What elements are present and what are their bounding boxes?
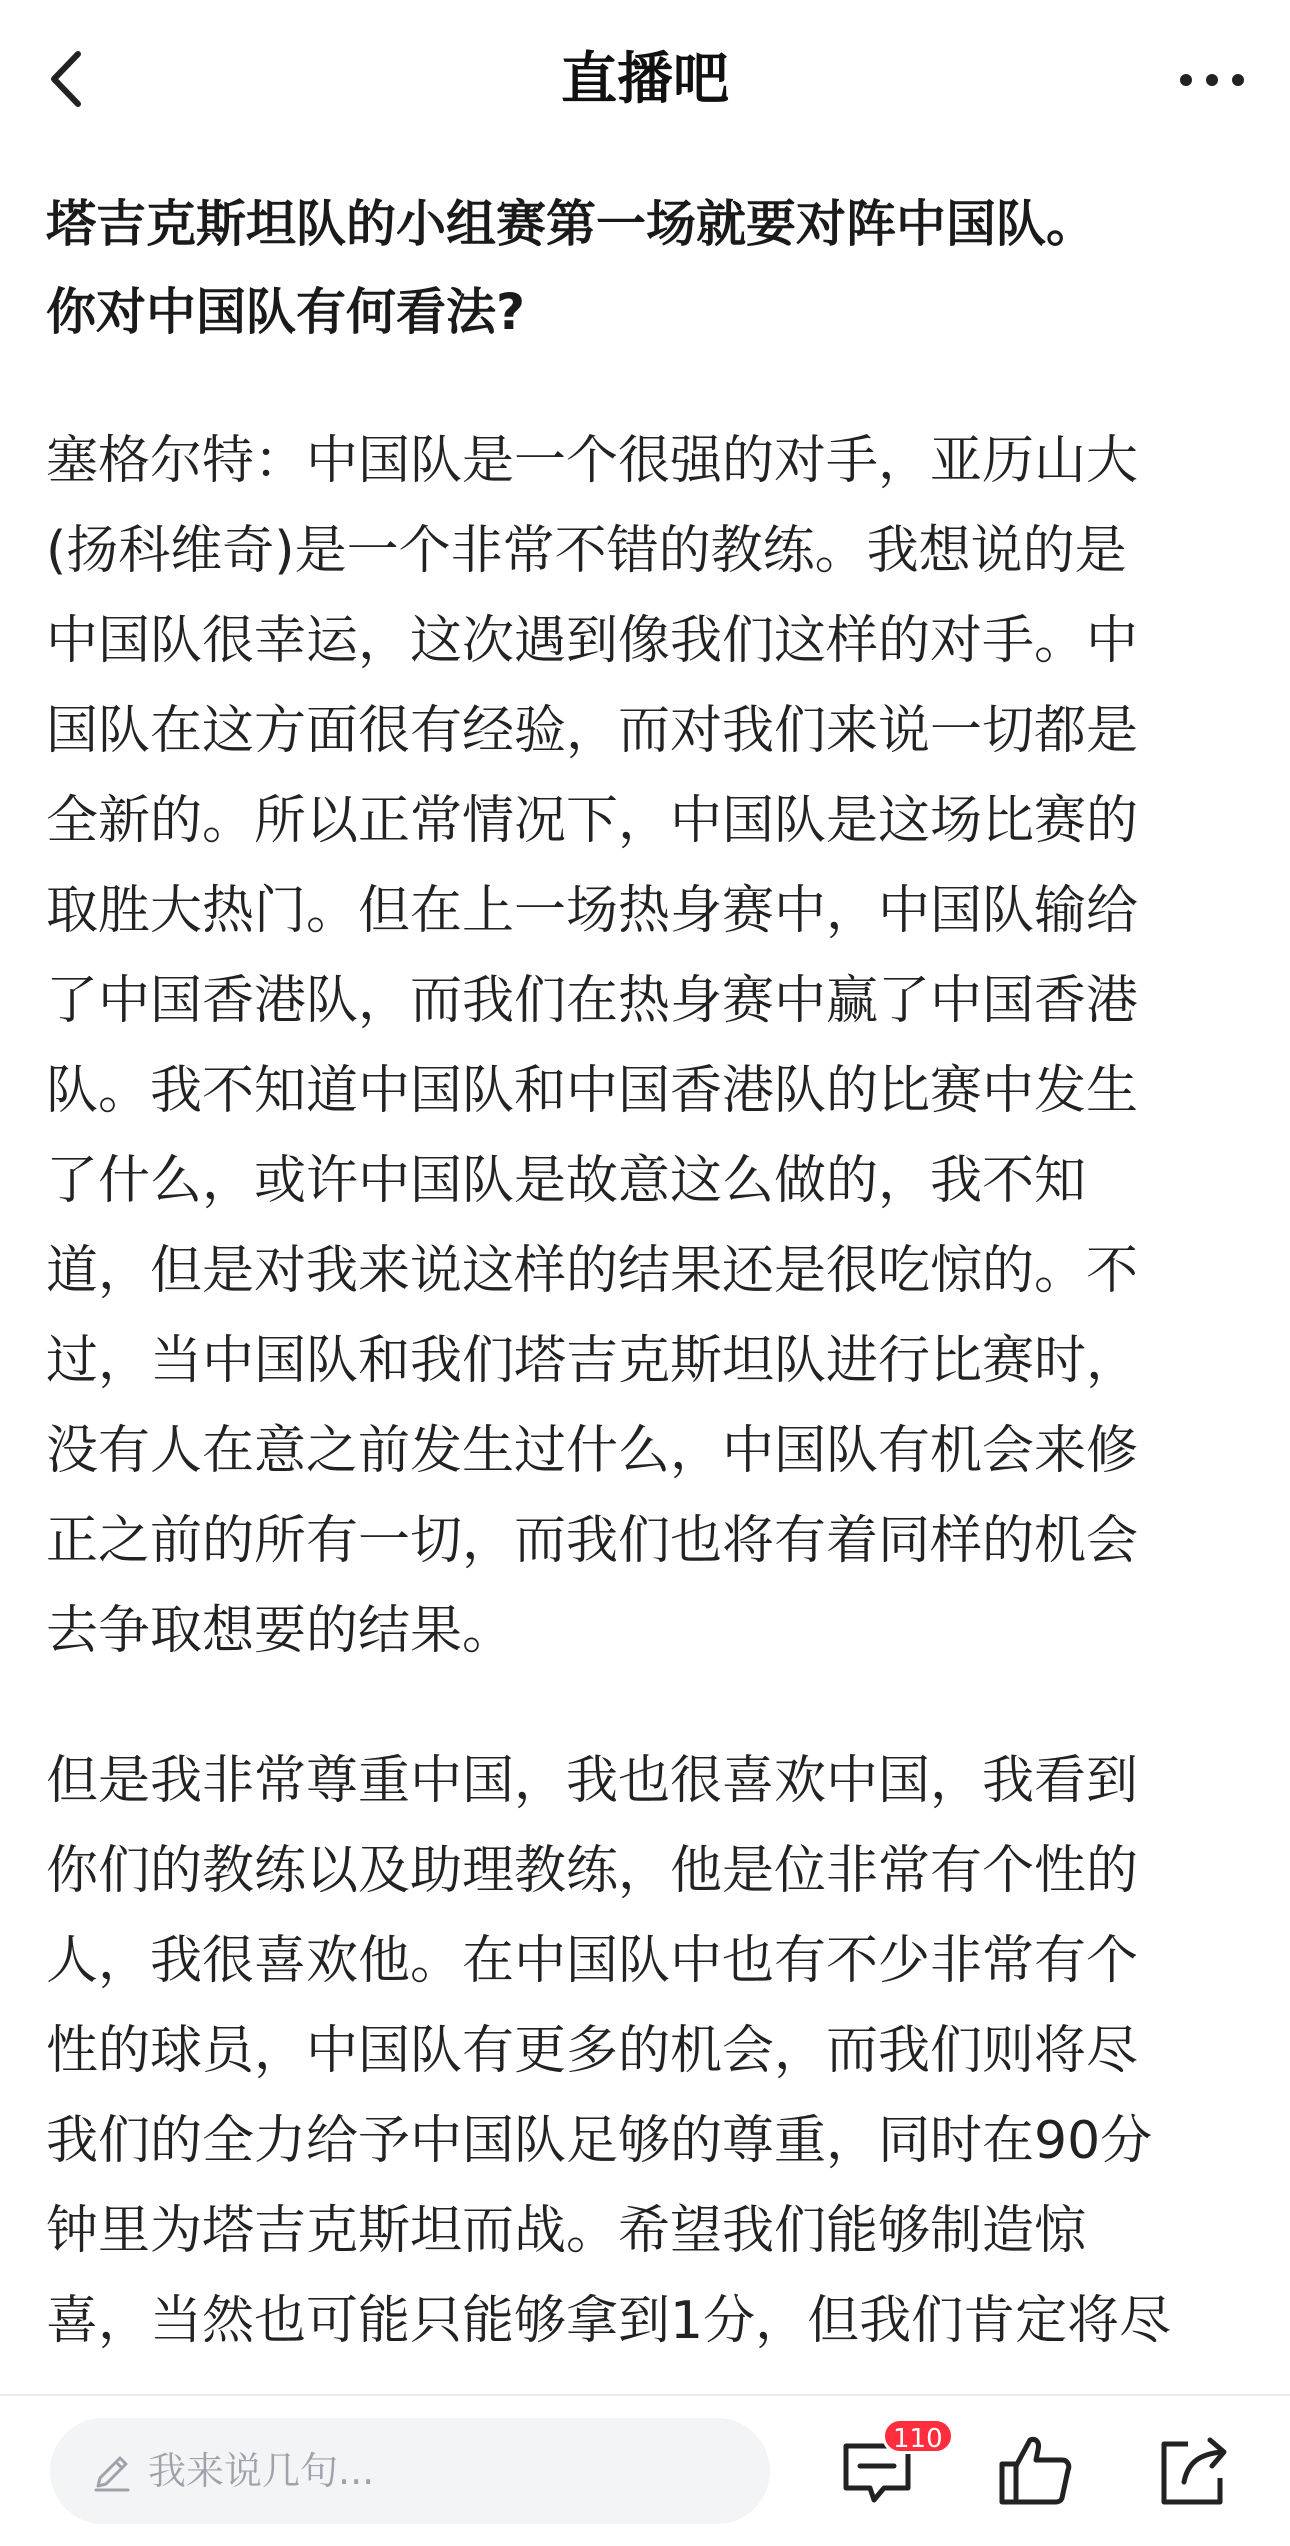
more-horizontal-icon xyxy=(1172,55,1252,105)
paragraph-line: 没有人在意之前发生过什么，中国队有机会来修 xyxy=(46,1421,1139,1481)
paragraph-line: 队。我不知道中国队和中国香港队的比赛中发生 xyxy=(46,1061,1139,1121)
paragraph-line: 取胜大热门。但在上一场热身赛中，中国队输给 xyxy=(46,881,1139,941)
comment-placeholder: 我来说几句... xyxy=(148,2449,375,2493)
thumbs-up-icon xyxy=(990,2426,1080,2516)
paragraph-line: 人，我很喜欢他。在中国队中也有不少非常有个 xyxy=(46,1931,1139,1991)
paragraph-line: 了什么，或许中国队是故意这么做的，我不知 xyxy=(46,1151,1087,1211)
question-line: 你对中国队有何看法? xyxy=(46,283,526,341)
paragraph-line: 国队在这方面很有经验，而对我们来说一切都是 xyxy=(46,701,1139,761)
article-body xyxy=(46,180,1246,2366)
paragraph-line: 过，当中国队和我们塔吉克斯坦队进行比赛时， xyxy=(46,1331,1139,1391)
pencil-icon xyxy=(90,2450,134,2494)
article-question xyxy=(46,180,1246,356)
comment-count-badge: 110 xyxy=(882,2418,954,2454)
paragraph-line: (扬科维奇)是一个非常不错的教练。我想说的是 xyxy=(46,521,1127,581)
answer-paragraph-2 xyxy=(46,1736,1246,2366)
bottom-action-bar xyxy=(0,2394,1290,2546)
paragraph-line: 全新的。所以正常情况下，中国队是这场比赛的 xyxy=(46,791,1139,851)
paragraph-line: 性的球员，中国队有更多的机会，而我们则将尽 xyxy=(46,2021,1139,2081)
paragraph-line: 钟里为塔吉克斯坦而战。希望我们能够制造惊 xyxy=(46,2201,1087,2261)
more-options-button[interactable] xyxy=(1172,55,1252,105)
paragraph-line: 道，但是对我来说这样的结果还是很吃惊的。不 xyxy=(46,1241,1139,1301)
share-icon xyxy=(1148,2426,1238,2516)
answer-paragraph-1 xyxy=(46,416,1246,1676)
page-title: 直播吧 xyxy=(561,47,729,112)
paragraph-line: 中国队很幸运，这次遇到像我们这样的对手。中 xyxy=(46,611,1139,671)
paragraph-line: 正之前的所有一切，而我们也将有着同样的机会 xyxy=(46,1511,1139,1571)
paragraph-line: 我们的全力给予中国队足够的尊重，同时在90分 xyxy=(46,2111,1153,2171)
question-line: 塔吉克斯坦队的小组赛第一场就要对阵中国队。 xyxy=(46,195,1096,253)
like-button[interactable] xyxy=(990,2426,1080,2516)
paragraph-line: 塞格尔特：中国队是一个很强的对手，亚历山大 xyxy=(46,431,1139,491)
paragraph-line: 了中国香港队，而我们在热身赛中赢了中国香港 xyxy=(46,971,1139,1031)
comment-input[interactable] xyxy=(50,2418,770,2524)
paragraph-line: 你们的教练以及助理教练，他是位非常有个性的 xyxy=(46,1841,1139,1901)
top-navigation-bar xyxy=(0,0,1290,160)
paragraph-line: 去争取想要的结果。 xyxy=(46,1601,515,1661)
share-button[interactable] xyxy=(1148,2426,1238,2516)
paragraph-line: 喜，当然也可能只能够拿到1分，但我们肯定将尽 xyxy=(46,2291,1172,2351)
paragraph-line: 但是我非常尊重中国，我也很喜欢中国，我看到 xyxy=(46,1751,1139,1811)
